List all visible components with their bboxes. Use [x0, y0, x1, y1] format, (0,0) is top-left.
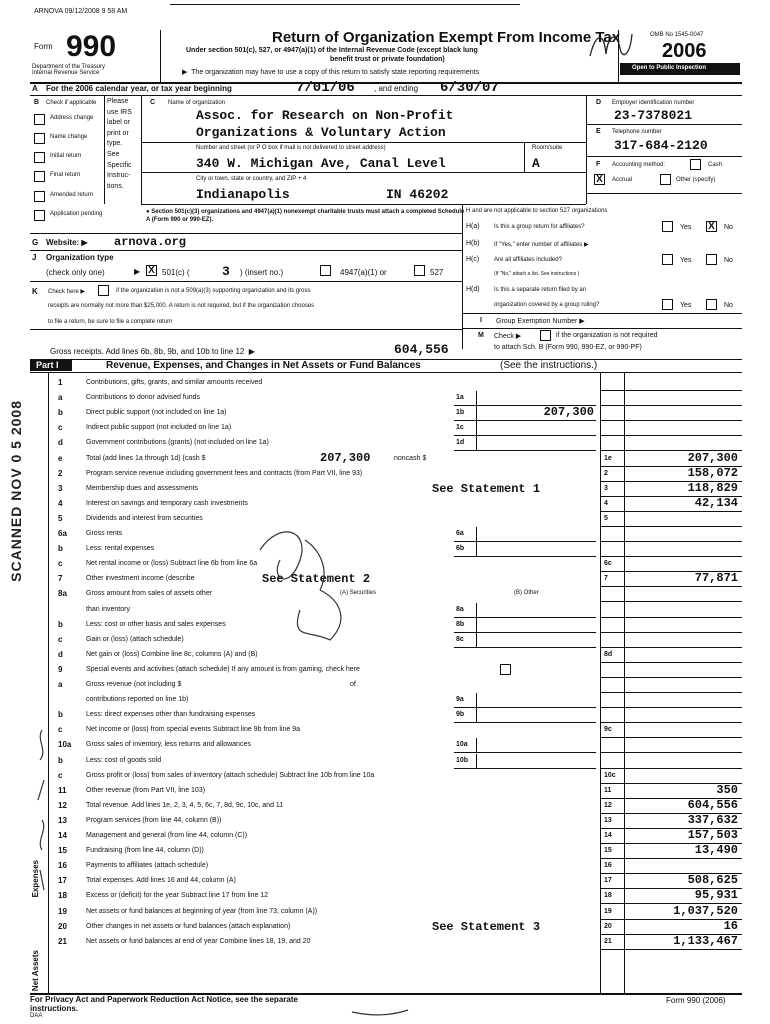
line-number: 1: [58, 378, 63, 387]
line-j-letter: J: [32, 253, 37, 262]
line-i-letter: I: [480, 317, 482, 324]
label-final-return: Final return: [50, 172, 81, 178]
amount-rule: [600, 707, 742, 708]
inner-box-divider: [476, 618, 477, 632]
checkbox-cash[interactable]: [690, 159, 701, 170]
column-header-securities: (A) Securities: [340, 590, 377, 597]
label-other-method: Other (specify): [676, 177, 716, 183]
line-amount[interactable]: 207,300: [687, 450, 738, 465]
margin-handwriting: [32, 720, 52, 980]
line-number: d: [58, 649, 63, 659]
checkbox-final-return[interactable]: [34, 171, 45, 182]
line-description: Net gain or (loss) Combine line 8c, columns (A) and (B): [86, 650, 258, 658]
org-type-label: Organization type: [46, 253, 114, 262]
inner-box-rule: [454, 722, 596, 723]
column-line-label: 15: [604, 847, 612, 855]
checkbox-name-change[interactable]: [34, 133, 45, 144]
amount-rule: [600, 511, 742, 512]
line-number: c: [58, 725, 63, 735]
dept-irs: Internal Revenue Service: [32, 70, 100, 76]
line-number: 6a: [58, 529, 67, 538]
line-description: Membership dues and assessments: [86, 484, 199, 492]
hc-code: H(c): [466, 256, 480, 263]
line-description: Fundraising (from line 44, column (D)): [86, 847, 204, 855]
label-501c: 501(c) (: [162, 268, 190, 277]
line-k-text-1: if the organization is not a 509(a)(3) supporting organization and its gross: [116, 288, 311, 294]
line-description: Net income or (loss) from special events Subtract line 9b from line 9a: [86, 726, 300, 734]
inner-box-label: 1d: [456, 439, 465, 447]
hb-code: H(b): [466, 240, 480, 247]
inner-box-label: 8c: [456, 635, 464, 643]
ha-code: H(a): [466, 223, 480, 230]
line-a-mid: , and ending: [374, 84, 419, 93]
line-number: 19: [58, 906, 67, 916]
column-line-label: 4: [604, 499, 608, 507]
column-line-label: 11: [604, 786, 612, 794]
website-value[interactable]: arnova.org: [114, 235, 187, 249]
amount-rule: [600, 662, 742, 663]
top-rule: [170, 4, 520, 5]
line-description: Dividends and interest from securities: [86, 514, 203, 522]
line-description: contributions reported on line 1b): [86, 696, 189, 704]
checkbox-address-change[interactable]: [34, 114, 45, 125]
line-description: Total (add lines 1a through 1d) (cash $: [86, 454, 206, 462]
line-description: Other changes in net assets or fund balances (attach explanation): [86, 922, 291, 930]
checkbox-other-method[interactable]: [660, 174, 671, 185]
tax-year: 2006: [662, 40, 707, 62]
amount-rule: [600, 632, 742, 633]
line-number: 9: [58, 664, 63, 674]
line-description: than inventory: [86, 605, 130, 613]
line-description: Net assets or fund balances at beginning of year (from line 73, column (A)): [86, 907, 318, 915]
form-reference: Form 990 (2006): [666, 996, 726, 1005]
line-number: 8a: [58, 589, 67, 599]
checkbox-initial-return[interactable]: [34, 152, 45, 163]
line-number: b: [58, 755, 63, 765]
section-e-letter: E: [596, 128, 601, 135]
line-amount[interactable]: 95,931: [694, 888, 738, 903]
line-amount[interactable]: 350: [716, 782, 738, 797]
inner-box-label: 10a: [456, 741, 468, 749]
label-initial-return: Initial return: [50, 153, 82, 159]
hc-note: (If "No," attach a list. See instructions ): [494, 271, 580, 277]
checkbox-501c[interactable]: X: [146, 265, 157, 276]
line-inline-label: of: [350, 681, 356, 688]
hd-no-label: No: [724, 302, 733, 309]
line-description: Gross revenue (not including $: [86, 681, 182, 688]
ha-no-label: No: [724, 224, 733, 231]
column-line-label: 1e: [604, 454, 612, 462]
line-description: Less: cost of goods sold: [86, 756, 162, 764]
column-line-label: 13: [604, 816, 612, 824]
line-description: Program service revenue including government fees and contracts (from Part VII, line 93): [86, 469, 363, 477]
line-amount[interactable]: 604,556: [687, 797, 738, 812]
line-m-text-2: to attach Sch. B (Form 990, 990-EZ, or 990-PF): [494, 344, 642, 351]
inner-box-label: 6a: [456, 530, 464, 537]
line-number: 20: [58, 921, 67, 931]
label-527: 527: [430, 268, 444, 277]
line-amount[interactable]: 337,632: [687, 812, 738, 827]
column-line-label: 8d: [604, 650, 613, 658]
inner-box-label: 9b: [456, 711, 465, 719]
line-description: Gross amount from sales of assets other: [86, 590, 213, 598]
amount-rule: [600, 556, 742, 557]
amount-rule: [600, 647, 742, 648]
org-name-line-1[interactable]: Assoc. for Research on Non-Profit: [196, 108, 454, 123]
hd-question-2: organization covered by a group ruling?: [494, 302, 600, 308]
room-suite[interactable]: A: [532, 156, 540, 171]
line-description: Program services (from line 44, column (B)): [86, 816, 222, 824]
dept-treasury: Department of the Treasury: [32, 64, 106, 70]
line-number: c: [58, 770, 63, 780]
inner-box-divider: [476, 542, 477, 556]
inner-box-divider: [476, 391, 477, 405]
501c-subsection[interactable]: 3: [222, 264, 230, 279]
line-amount[interactable]: 16: [723, 918, 738, 933]
line-number: a: [58, 680, 63, 689]
telephone-value[interactable]: 317-684-2120: [614, 138, 708, 153]
section-b-letter: B: [34, 99, 40, 106]
line-number: c: [58, 423, 63, 433]
section-b-title: Check if applicable: [46, 100, 97, 106]
line-number: 4: [58, 498, 63, 508]
amount-rule: [600, 617, 742, 618]
line-a-label: For the 2006 calendar year, or tax year beginning: [46, 84, 232, 93]
checkbox-527[interactable]: [414, 265, 425, 276]
line-g-letter: G: [32, 238, 39, 247]
bottom-scribble: [350, 1006, 410, 1018]
line-number: 14: [58, 831, 67, 840]
privacy-notice-2: instructions.: [30, 1004, 79, 1013]
line-description: Less: cost or other basis and sales expenses: [86, 620, 226, 628]
accounting-method-label: Accounting method:: [612, 162, 666, 168]
scanned-stamp: SCANNED NOV 0 5 2008: [8, 400, 24, 582]
line-description: Gain or (loss) (attach schedule): [86, 635, 184, 643]
label-amended-return: Amended return: [50, 192, 94, 198]
checkbox-gaming[interactable]: [500, 664, 511, 675]
omb-number: OMB No 1545-0047: [650, 32, 704, 38]
amount-rule: [600, 692, 742, 693]
form-subtitle-3: ▶ The organization may have to use a copy of this return to satisfy state reporting requirements: [182, 69, 480, 76]
net-assets-side-label: Net Assets: [31, 950, 40, 992]
checkbox-4947[interactable]: [320, 265, 331, 276]
label-application-pending: Application pending: [50, 211, 103, 217]
line-amount[interactable]: 508,625: [687, 873, 738, 888]
line-number: 10a: [58, 740, 72, 750]
line-m-check: Check ▶: [494, 333, 522, 340]
hc-no-box[interactable]: [706, 254, 717, 265]
line-description: Gross profit or (loss) from sales of inventory (attach schedule) Subtract line 10b from line 10a: [86, 771, 375, 779]
column-line-label: 7: [604, 575, 608, 583]
amount-rule: [600, 541, 742, 542]
statement-reference[interactable]: See Statement 1: [432, 481, 541, 496]
inner-box-label: 1a: [456, 394, 464, 402]
hb-question: If "Yes," enter number of affiliates ▶: [494, 242, 589, 248]
handwritten-signature-mark: [586, 26, 636, 66]
irs-label-instruction: Please use IRS label or print or type. See Specific Instruc- tions.: [107, 98, 132, 190]
ein-label: Employer identification number: [612, 100, 695, 106]
inner-box-divider: [476, 406, 477, 420]
line-number: 17: [58, 876, 67, 886]
telephone-label: Telephone number: [612, 129, 662, 135]
amount-rule: [600, 420, 742, 421]
open-inspection: Open to Public Inspection: [632, 65, 707, 71]
amount-rule: [600, 737, 742, 738]
amount-rule: [600, 390, 742, 391]
city-label: City or town, state or country, and ZIP + 4: [196, 176, 307, 182]
line-description: Less: rental expenses: [86, 545, 155, 553]
label-cash: Cash: [708, 162, 723, 168]
amount-rule: [600, 677, 742, 678]
line-number: 12: [58, 800, 67, 810]
line-description: Other revenue (from Part VII, line 103): [86, 786, 206, 794]
line-number: a: [58, 393, 63, 403]
line-description: Gross sales of inventory, less returns and allowances: [86, 741, 251, 749]
line-k-check: Check here ▶: [48, 289, 85, 295]
inner-box-label: 9a: [456, 696, 464, 704]
line-a-letter: A: [32, 84, 38, 93]
line-amount[interactable]: 77,871: [694, 571, 738, 586]
inner-box-label: 8b: [456, 620, 465, 628]
amount-rule: [600, 752, 742, 753]
hc-question: Are all affiliates included?: [494, 257, 562, 263]
line-number: 13: [58, 815, 67, 825]
line-description: Net assets or fund balances at end of year Combine lines 18, 19, and 20: [86, 937, 311, 945]
street-address[interactable]: 340 W. Michigan Ave, Canal Level: [196, 156, 446, 171]
column-header-other: (B) Other: [514, 590, 539, 597]
ha-question: Is this a group return for affiliates?: [494, 224, 585, 230]
inner-box-rule: [454, 556, 596, 557]
column-line-label: 20: [604, 922, 612, 930]
section-h-intro: H and are not applicable to section 527 organizations: [466, 208, 608, 214]
line-k-text-2: receipts are normally not more than $25,000. A return is not required, but if the organization chooses: [48, 303, 315, 309]
inner-box-amount[interactable]: 207,300: [543, 405, 594, 420]
line-amount[interactable]: 157,503: [687, 828, 738, 842]
part-i-title: Revenue, Expenses, and Changes in Net Assets or Fund Balances: [106, 360, 421, 371]
line-description: Payments to affiliates (attach schedule): [86, 862, 209, 870]
state-zip[interactable]: IN 46202: [386, 187, 449, 202]
hd-code: H(d): [466, 286, 480, 293]
website-label: Website: ▶: [46, 238, 88, 247]
line-description: Management and general (from line 44, column (C)): [86, 832, 248, 839]
inner-box-divider: [476, 527, 477, 541]
ha-yes-label: Yes: [680, 224, 692, 231]
line-amount[interactable]: 1,133,467: [673, 933, 738, 948]
ha-yes-box[interactable]: [662, 221, 673, 232]
inner-box-label: 8a: [456, 605, 464, 613]
line-description: Less: direct expenses other than fundraising expenses: [86, 711, 256, 719]
form-subtitle-1: Under section 501(c), 527, or 4947(a)(1) of the Internal Revenue Code (except black lung: [186, 47, 478, 54]
line-description: Total revenue. Add lines 1e, 2, 3, 4, 5, 6c, 7, 8d, 9c, 10c, and 11: [86, 801, 284, 809]
org-name-line-2[interactable]: Organizations & Voluntary Action: [196, 125, 446, 140]
hd-no-box[interactable]: [706, 299, 717, 310]
inner-box-divider: [476, 708, 477, 722]
org-type-sub: (check only one): [46, 268, 105, 277]
group-exemption-label: Group Exemption Number ▶: [496, 318, 585, 325]
statement-reference[interactable]: See Statement 3: [432, 919, 541, 934]
hc-yes-label: Yes: [680, 257, 692, 264]
line-number: 16: [58, 861, 67, 871]
ha-no-box[interactable]: X: [706, 221, 717, 232]
form-title: Return of Organization Exempt From Income Tax: [272, 29, 621, 46]
inner-box-rule: [454, 450, 596, 451]
column-line-label: 12: [604, 801, 612, 809]
inner-box-divider: [476, 754, 477, 768]
line-inline-label: noncash $: [394, 454, 427, 462]
line-number: b: [58, 710, 63, 720]
line-description: Contributions to donor advised funds: [86, 394, 201, 402]
column-line-label: 21: [604, 937, 612, 945]
hd-yes-box[interactable]: [662, 299, 673, 310]
statement-reference[interactable]: See Statement 2: [262, 572, 371, 587]
line-number: d: [58, 438, 63, 448]
tax-year-begin: 7/01/06: [296, 80, 355, 96]
form-subtitle-2: benefit trust or private foundation): [330, 56, 445, 63]
inner-box-divider: [476, 738, 477, 752]
line-description: Special events and activities (attach schedule) If any amount is from gaming, check here: [86, 665, 360, 673]
gross-receipts-label: Gross receipts. Add lines 6b, 8b, 9b, and 10b to line 12 ▶: [50, 347, 255, 356]
column-line-label: 5: [604, 514, 608, 522]
section-d-letter: D: [596, 99, 602, 106]
hc-yes-box[interactable]: [662, 254, 673, 265]
amount-rule: [600, 435, 742, 436]
line-k-text-3: to file a return, be sure to file a complete return: [48, 319, 173, 325]
line-description: Government contributions (grants) (not included on line 1a): [86, 439, 269, 447]
line-description: Other investment income (describe: [86, 575, 195, 583]
handwritten-annotation-mark: [250, 520, 370, 650]
line-m-text: if the organization is not required: [556, 332, 658, 339]
line-description: Indirect public support (not included on line 1a): [86, 424, 232, 432]
column-line-label: 2: [604, 469, 608, 477]
line-description: Gross rents: [86, 530, 123, 537]
expenses-side-label: Expenses: [31, 860, 40, 898]
column-line-label: 19: [604, 907, 612, 915]
amount-rule: [600, 722, 742, 723]
line-description: Direct public support (not included on line 1a): [86, 409, 227, 417]
amount-rule: [600, 858, 742, 859]
amount-rule: [600, 601, 742, 602]
part-i-see: (See the instructions.): [500, 360, 598, 371]
inner-box-divider: [476, 633, 477, 647]
room-label: Room/suite: [532, 145, 563, 151]
inner-box-divider: [476, 421, 477, 435]
line-description: Contributions, gifts, grants, and similar amounts received: [86, 379, 263, 386]
checkbox-amended-return[interactable]: [34, 191, 45, 202]
amount-rule: [600, 768, 742, 769]
label-4947: 4947(a)(1) or: [340, 268, 387, 277]
line-description: Net rental income or (loss) Subtract line 6b from line 6a: [86, 560, 258, 568]
column-line-label: 6c: [604, 560, 612, 568]
checkbox-line-k[interactable]: [98, 285, 109, 296]
org-name-label: Name of organization: [168, 100, 226, 106]
column-line-label: 9c: [604, 726, 612, 734]
inner-box-label: 6b: [456, 545, 465, 553]
line-m-letter: M: [478, 332, 484, 339]
line-number: 7: [58, 574, 63, 584]
form-word: Form: [34, 42, 53, 51]
line-inline-amount[interactable]: 207,300: [320, 450, 371, 465]
line-amount[interactable]: 118,829: [687, 480, 738, 495]
column-line-label: 3: [604, 484, 608, 492]
inner-box-divider: [476, 603, 477, 617]
line-amount[interactable]: 158,072: [687, 465, 738, 480]
inner-box-rule: [454, 647, 596, 648]
column-line-label: 16: [604, 862, 612, 870]
city[interactable]: Indianapolis: [196, 187, 290, 202]
line-number: 15: [58, 846, 67, 856]
hd-yes-label: Yes: [680, 302, 692, 309]
line-number: c: [58, 559, 63, 569]
line-description: Excess or (deficit) for the year Subtract line 17 from line 12: [86, 892, 269, 900]
street-label: Number and street (or P O box if mail is not delivered to street address): [196, 145, 386, 151]
line-number: 11: [58, 785, 67, 795]
column-line-label: 10c: [604, 771, 616, 779]
column-line-label: 14: [604, 832, 612, 839]
section-f-letter: F: [596, 161, 601, 168]
line-number: b: [58, 619, 63, 629]
tax-year-end: 6/30/07: [440, 80, 499, 96]
inner-box-divider: [476, 693, 477, 707]
inner-box-divider: [476, 436, 477, 450]
section-c-letter: C: [150, 99, 156, 106]
amount-rule: [600, 949, 742, 950]
line-number: 2: [58, 468, 63, 478]
inner-box-rule: [454, 768, 596, 769]
line-number: 18: [58, 891, 67, 901]
inner-box-label: 10b: [456, 756, 469, 764]
line-amount[interactable]: 42,134: [694, 495, 738, 510]
amount-rule: [600, 586, 742, 587]
checkbox-application-pending[interactable]: [34, 210, 45, 221]
gross-receipts-value[interactable]: 604,556: [394, 342, 449, 357]
line-number: b: [58, 408, 63, 418]
label-accrual: Accrual: [612, 177, 633, 183]
note-501c3: ● Section 501(c)(3) organizations and 4947(a)(1) nonexempt charitable trusts must attach a completed Schedule A (Form 990 or 990-EZ).: [146, 209, 465, 223]
line-description: Total expenses. Add lines 16 and 44, column (A): [86, 877, 236, 885]
hc-no-label: No: [724, 257, 733, 264]
fax-header: ARNOVA 09/12/2008 9 58 AM: [34, 8, 128, 15]
privacy-notice: For Privacy Act and Paperwork Reduction Act Notice, see the separate: [30, 995, 298, 1004]
line-number: 21: [58, 936, 67, 946]
column-line-label: 18: [604, 892, 612, 900]
checkbox-accrual[interactable]: X: [594, 174, 605, 185]
amount-rule: [600, 405, 742, 406]
label-name-change: Name change: [50, 134, 88, 140]
form-number: 990: [66, 30, 117, 63]
line-description: Interest on savings and temporary cash investments: [86, 499, 248, 507]
line-k-letter: K: [32, 287, 38, 296]
column-line-label: 17: [604, 877, 612, 885]
part-i-tag: Part I: [36, 360, 59, 370]
line-number: 3: [58, 483, 63, 493]
line-number: b: [58, 544, 63, 554]
line-number: e: [58, 453, 63, 463]
daa-label: DAA: [30, 1013, 43, 1019]
label-insert-no: ) (insert no.): [240, 268, 284, 277]
line-number: 5: [58, 513, 63, 523]
line-amount[interactable]: 1,037,520: [673, 903, 738, 918]
checkbox-schedule-b[interactable]: [540, 330, 551, 341]
line-amount[interactable]: 13,490: [694, 843, 738, 858]
ein-value[interactable]: 23-7378021: [614, 108, 693, 123]
hd-question-1: Is this a separate return filed by an: [494, 287, 587, 293]
line-number: c: [58, 634, 63, 644]
label-address-change: Address change: [50, 115, 94, 121]
inner-box-label: 1b: [456, 409, 465, 417]
inner-box-label: 1c: [456, 424, 464, 432]
amount-rule: [600, 526, 742, 527]
